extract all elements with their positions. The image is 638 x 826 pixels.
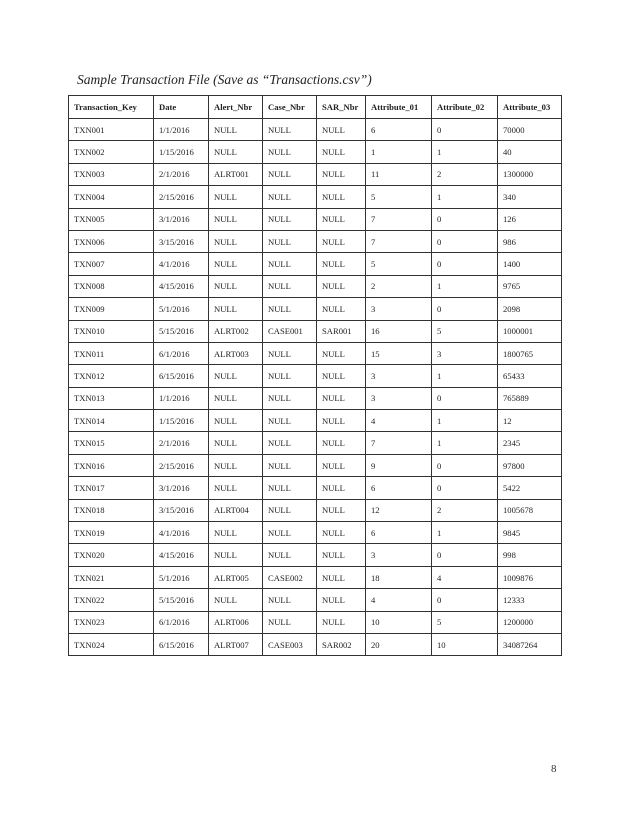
table-cell: 6/15/2016 bbox=[154, 633, 209, 655]
table-cell: TXN016 bbox=[69, 454, 154, 476]
table-cell: TXN012 bbox=[69, 365, 154, 387]
table-cell: 765889 bbox=[498, 387, 562, 409]
table-cell: NULL bbox=[317, 410, 366, 432]
column-header: Attribute_02 bbox=[432, 96, 498, 119]
table-cell: NULL bbox=[263, 477, 317, 499]
table-row bbox=[69, 633, 562, 655]
table-cell: NULL bbox=[263, 141, 317, 163]
table-cell: NULL bbox=[317, 253, 366, 275]
table-row bbox=[69, 432, 562, 454]
column-header: SAR_Nbr bbox=[317, 96, 366, 119]
table-cell: 2 bbox=[366, 275, 432, 297]
table-row bbox=[69, 410, 562, 432]
table-cell: 998 bbox=[498, 544, 562, 566]
table-cell: TXN003 bbox=[69, 163, 154, 185]
table-cell: 10 bbox=[366, 611, 432, 633]
table-cell: 0 bbox=[432, 298, 498, 320]
table-cell: TXN008 bbox=[69, 275, 154, 297]
table-cell: NULL bbox=[263, 611, 317, 633]
table-cell: 4/15/2016 bbox=[154, 275, 209, 297]
table-cell: NULL bbox=[317, 163, 366, 185]
table-cell: 0 bbox=[432, 477, 498, 499]
table-cell: NULL bbox=[263, 298, 317, 320]
table-cell: NULL bbox=[263, 544, 317, 566]
table-cell: NULL bbox=[209, 410, 263, 432]
table-cell: TXN004 bbox=[69, 186, 154, 208]
table-row bbox=[69, 141, 562, 163]
table-cell: 12 bbox=[498, 410, 562, 432]
table-cell: 1 bbox=[432, 365, 498, 387]
table-cell: NULL bbox=[317, 477, 366, 499]
table-cell: TXN005 bbox=[69, 208, 154, 230]
table-row bbox=[69, 163, 562, 185]
table-cell: 340 bbox=[498, 186, 562, 208]
table-cell: 1009876 bbox=[498, 566, 562, 588]
table-cell: 4/1/2016 bbox=[154, 522, 209, 544]
table-cell: NULL bbox=[317, 566, 366, 588]
table-cell: 5 bbox=[366, 186, 432, 208]
table-cell: 5/1/2016 bbox=[154, 566, 209, 588]
table-row bbox=[69, 611, 562, 633]
table-cell: TXN007 bbox=[69, 253, 154, 275]
table-cell: NULL bbox=[317, 186, 366, 208]
table-cell: 15 bbox=[366, 342, 432, 364]
table-cell: TXN015 bbox=[69, 432, 154, 454]
table-cell: TXN023 bbox=[69, 611, 154, 633]
table-cell: 6/1/2016 bbox=[154, 611, 209, 633]
table-cell: NULL bbox=[209, 141, 263, 163]
table-cell: NULL bbox=[263, 275, 317, 297]
table-cell: 1300000 bbox=[498, 163, 562, 185]
table-cell: NULL bbox=[209, 477, 263, 499]
table-cell: 3 bbox=[366, 298, 432, 320]
table-cell: ALRT002 bbox=[209, 320, 263, 342]
table-cell: ALRT003 bbox=[209, 342, 263, 364]
table-cell: NULL bbox=[317, 141, 366, 163]
table-cell: 1/15/2016 bbox=[154, 410, 209, 432]
table-row bbox=[69, 477, 562, 499]
table-cell: NULL bbox=[317, 589, 366, 611]
column-header: Attribute_03 bbox=[498, 96, 562, 119]
table-row bbox=[69, 230, 562, 252]
table-cell: 6/15/2016 bbox=[154, 365, 209, 387]
table-row bbox=[69, 119, 562, 141]
table-cell: NULL bbox=[317, 298, 366, 320]
table-cell: 18 bbox=[366, 566, 432, 588]
table-cell: TXN017 bbox=[69, 477, 154, 499]
table-cell: 5 bbox=[366, 253, 432, 275]
table-cell: 1 bbox=[366, 141, 432, 163]
table-cell: 126 bbox=[498, 208, 562, 230]
table-cell: 1200000 bbox=[498, 611, 562, 633]
table-cell: 2/1/2016 bbox=[154, 432, 209, 454]
page-number: 8 bbox=[551, 763, 557, 775]
table-cell: 3/15/2016 bbox=[154, 230, 209, 252]
table-cell: TXN020 bbox=[69, 544, 154, 566]
table-cell: TXN021 bbox=[69, 566, 154, 588]
table-cell: 3 bbox=[366, 387, 432, 409]
table-cell: NULL bbox=[263, 454, 317, 476]
table-cell: NULL bbox=[209, 454, 263, 476]
table-cell: 34087264 bbox=[498, 633, 562, 655]
table-row bbox=[69, 365, 562, 387]
table-cell: NULL bbox=[263, 119, 317, 141]
table-cell: TXN022 bbox=[69, 589, 154, 611]
table-cell: 2 bbox=[432, 163, 498, 185]
table-cell: TXN009 bbox=[69, 298, 154, 320]
table-cell: 1005678 bbox=[498, 499, 562, 521]
table-cell: 1400 bbox=[498, 253, 562, 275]
table-cell: TXN024 bbox=[69, 633, 154, 655]
table-cell: NULL bbox=[317, 119, 366, 141]
table-row bbox=[69, 320, 562, 342]
table-caption: Sample Transaction File (Save as “Transactions.csv”) bbox=[77, 72, 372, 87]
table-cell: NULL bbox=[317, 275, 366, 297]
table-cell: NULL bbox=[263, 410, 317, 432]
table-cell: ALRT004 bbox=[209, 499, 263, 521]
table-row bbox=[69, 298, 562, 320]
table-cell: 6 bbox=[366, 522, 432, 544]
table-cell: 3 bbox=[366, 544, 432, 566]
table-cell: NULL bbox=[263, 499, 317, 521]
table-cell: 65433 bbox=[498, 365, 562, 387]
table-cell: NULL bbox=[263, 186, 317, 208]
table-cell: NULL bbox=[317, 544, 366, 566]
table-cell: 0 bbox=[432, 230, 498, 252]
table-cell: 1/15/2016 bbox=[154, 141, 209, 163]
table-cell: 3/1/2016 bbox=[154, 208, 209, 230]
table-cell: 20 bbox=[366, 633, 432, 655]
table-row bbox=[69, 522, 562, 544]
table-cell: 1 bbox=[432, 141, 498, 163]
table-cell: 7 bbox=[366, 432, 432, 454]
table-cell: ALRT001 bbox=[209, 163, 263, 185]
table-cell: 9845 bbox=[498, 522, 562, 544]
table-cell: SAR001 bbox=[317, 320, 366, 342]
table-cell: NULL bbox=[209, 119, 263, 141]
table-row bbox=[69, 499, 562, 521]
table-cell: 10 bbox=[432, 633, 498, 655]
table-cell: NULL bbox=[263, 163, 317, 185]
column-header: Alert_Nbr bbox=[209, 96, 263, 119]
table-cell: 1/1/2016 bbox=[154, 387, 209, 409]
table-cell: NULL bbox=[317, 454, 366, 476]
table-cell: SAR002 bbox=[317, 633, 366, 655]
table-cell: NULL bbox=[209, 365, 263, 387]
table-cell: 5422 bbox=[498, 477, 562, 499]
table-cell: 0 bbox=[432, 253, 498, 275]
table-cell: NULL bbox=[209, 387, 263, 409]
table-row bbox=[69, 253, 562, 275]
table-cell: NULL bbox=[263, 387, 317, 409]
table-cell: 0 bbox=[432, 119, 498, 141]
table-row bbox=[69, 544, 562, 566]
table-cell: 3/15/2016 bbox=[154, 499, 209, 521]
table-cell: 1 bbox=[432, 410, 498, 432]
table-cell: 70000 bbox=[498, 119, 562, 141]
table-row bbox=[69, 566, 562, 588]
table-cell: 0 bbox=[432, 208, 498, 230]
table-cell: TXN014 bbox=[69, 410, 154, 432]
table-cell: 4 bbox=[366, 589, 432, 611]
table-cell: 1 bbox=[432, 432, 498, 454]
table-cell: NULL bbox=[317, 365, 366, 387]
table-cell: 9 bbox=[366, 454, 432, 476]
table-cell: NULL bbox=[209, 253, 263, 275]
table-cell: NULL bbox=[263, 253, 317, 275]
table-cell: ALRT005 bbox=[209, 566, 263, 588]
table-cell: 1/1/2016 bbox=[154, 119, 209, 141]
table-cell: NULL bbox=[317, 387, 366, 409]
table-cell: 5/1/2016 bbox=[154, 298, 209, 320]
table-body bbox=[69, 119, 562, 656]
table-row bbox=[69, 186, 562, 208]
table-cell: 2/15/2016 bbox=[154, 454, 209, 476]
table-cell: ALRT006 bbox=[209, 611, 263, 633]
table-cell: 0 bbox=[432, 544, 498, 566]
table-cell: 5/15/2016 bbox=[154, 589, 209, 611]
table-cell: 986 bbox=[498, 230, 562, 252]
table-cell: TXN010 bbox=[69, 320, 154, 342]
table-cell: 3 bbox=[366, 365, 432, 387]
table-cell: NULL bbox=[209, 589, 263, 611]
table-cell: 4/1/2016 bbox=[154, 253, 209, 275]
table-cell: TXN011 bbox=[69, 342, 154, 364]
table-cell: 9765 bbox=[498, 275, 562, 297]
table-cell: NULL bbox=[209, 522, 263, 544]
table-row bbox=[69, 208, 562, 230]
table-cell: 12 bbox=[366, 499, 432, 521]
table-cell: 3/1/2016 bbox=[154, 477, 209, 499]
table-cell: NULL bbox=[263, 522, 317, 544]
table-cell: 97800 bbox=[498, 454, 562, 476]
table-cell: NULL bbox=[209, 544, 263, 566]
table-cell: ALRT007 bbox=[209, 633, 263, 655]
table-row bbox=[69, 342, 562, 364]
table-cell: 2098 bbox=[498, 298, 562, 320]
table-cell: 4 bbox=[366, 410, 432, 432]
table-cell: NULL bbox=[317, 499, 366, 521]
table-cell: TXN006 bbox=[69, 230, 154, 252]
table-cell: 4/15/2016 bbox=[154, 544, 209, 566]
table-cell: NULL bbox=[263, 230, 317, 252]
table-cell: TXN002 bbox=[69, 141, 154, 163]
table-cell: 12333 bbox=[498, 589, 562, 611]
table-cell: 6 bbox=[366, 477, 432, 499]
table-cell: 1000001 bbox=[498, 320, 562, 342]
table-cell: NULL bbox=[209, 208, 263, 230]
table-cell: NULL bbox=[209, 275, 263, 297]
table-cell: NULL bbox=[317, 208, 366, 230]
table-row bbox=[69, 454, 562, 476]
table-cell: NULL bbox=[317, 432, 366, 454]
column-header: Attribute_01 bbox=[366, 96, 432, 119]
table-cell: CASE003 bbox=[263, 633, 317, 655]
table-cell: 7 bbox=[366, 208, 432, 230]
table-cell: 0 bbox=[432, 454, 498, 476]
table-cell: 11 bbox=[366, 163, 432, 185]
table-cell: TXN013 bbox=[69, 387, 154, 409]
table-cell: 6 bbox=[366, 119, 432, 141]
table-cell: NULL bbox=[263, 589, 317, 611]
table-cell: NULL bbox=[317, 342, 366, 364]
table-cell: NULL bbox=[263, 365, 317, 387]
table-cell: 16 bbox=[366, 320, 432, 342]
table-cell: NULL bbox=[263, 432, 317, 454]
table-cell: NULL bbox=[317, 522, 366, 544]
table-cell: CASE002 bbox=[263, 566, 317, 588]
table-cell: 5 bbox=[432, 320, 498, 342]
table-cell: 1800765 bbox=[498, 342, 562, 364]
table-cell: 4 bbox=[432, 566, 498, 588]
table-cell: TXN018 bbox=[69, 499, 154, 521]
table-cell: NULL bbox=[209, 298, 263, 320]
table-cell: NULL bbox=[317, 611, 366, 633]
table-cell: 5/15/2016 bbox=[154, 320, 209, 342]
table-cell: NULL bbox=[263, 208, 317, 230]
table-cell: NULL bbox=[263, 342, 317, 364]
table-row bbox=[69, 589, 562, 611]
column-header: Case_Nbr bbox=[263, 96, 317, 119]
table-cell: 2 bbox=[432, 499, 498, 521]
table-cell: 0 bbox=[432, 387, 498, 409]
table-cell: 2/1/2016 bbox=[154, 163, 209, 185]
table-cell: NULL bbox=[209, 432, 263, 454]
table-cell: CASE001 bbox=[263, 320, 317, 342]
table-cell: TXN001 bbox=[69, 119, 154, 141]
table-cell: 6/1/2016 bbox=[154, 342, 209, 364]
table-cell: 1 bbox=[432, 522, 498, 544]
table-cell: TXN019 bbox=[69, 522, 154, 544]
transaction-table bbox=[68, 95, 562, 656]
table-cell: 2/15/2016 bbox=[154, 186, 209, 208]
table-cell: 40 bbox=[498, 141, 562, 163]
column-header: Date bbox=[154, 96, 209, 119]
table-row bbox=[69, 275, 562, 297]
table-header-row bbox=[69, 96, 562, 119]
column-header: Transaction_Key bbox=[69, 96, 154, 119]
table-cell: 2345 bbox=[498, 432, 562, 454]
table-cell: 1 bbox=[432, 275, 498, 297]
table-cell: 7 bbox=[366, 230, 432, 252]
table-cell: 1 bbox=[432, 186, 498, 208]
table-cell: 3 bbox=[432, 342, 498, 364]
table-cell: NULL bbox=[317, 230, 366, 252]
table-cell: NULL bbox=[209, 230, 263, 252]
table-row bbox=[69, 387, 562, 409]
table-cell: 5 bbox=[432, 611, 498, 633]
table-cell: NULL bbox=[209, 186, 263, 208]
table-cell: 0 bbox=[432, 589, 498, 611]
